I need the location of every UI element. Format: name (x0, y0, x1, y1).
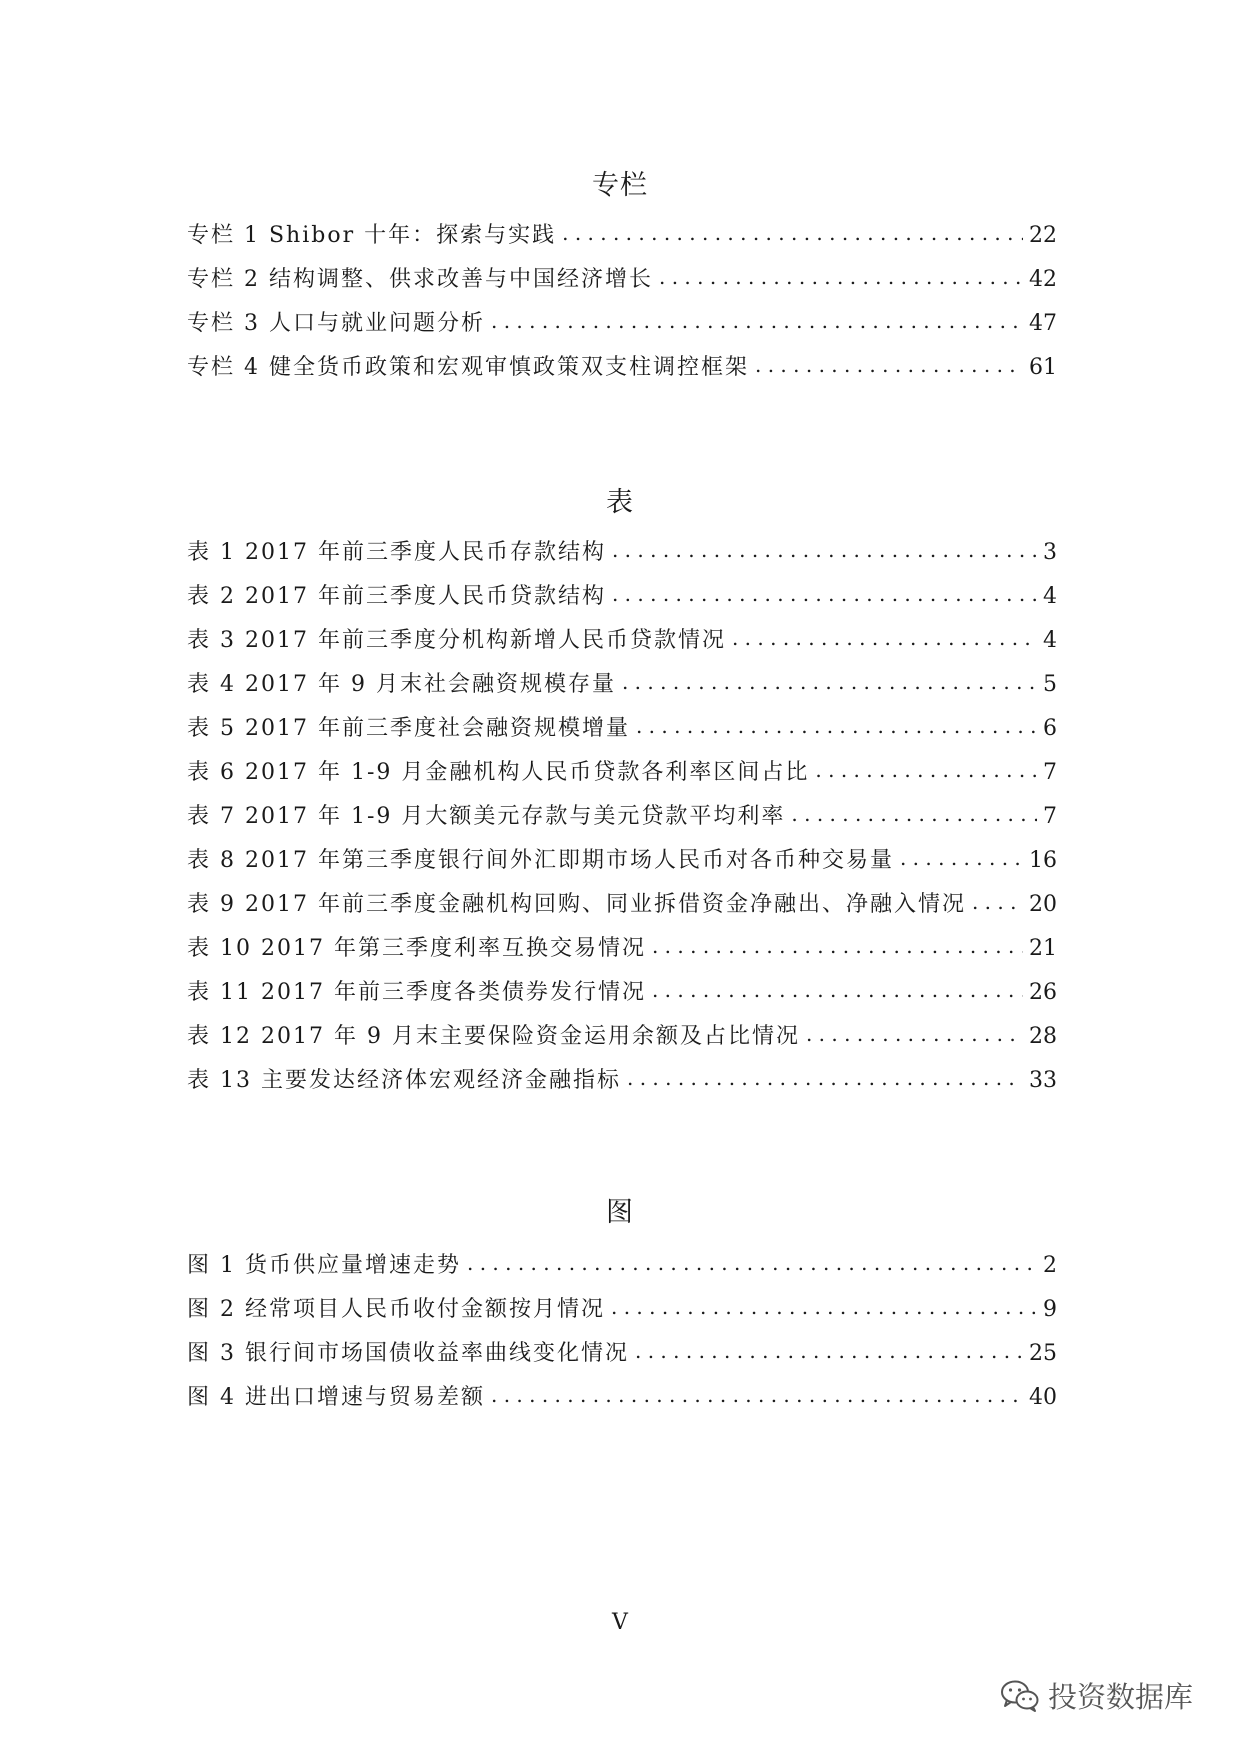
dot-leader (815, 758, 1037, 783)
dot-leader (659, 265, 1023, 290)
section-title-columns: 专栏 (592, 170, 648, 201)
toc-entry[interactable] (187, 1292, 1057, 1336)
toc-entry-label: 表 11 2017 年前三季度各类债券发行情况 (187, 980, 646, 1005)
dot-leader (791, 802, 1037, 827)
toc-entry-label: 专栏 4 健全货币政策和宏观审慎政策双支柱调控框架 (187, 355, 749, 380)
toc-entry-label: 图 2 经常项目人民币收付金额按月情况 (187, 1297, 605, 1322)
toc-entry-page: 3 (1043, 540, 1057, 565)
toc-entry-label: 表 2 2017 年前三季度人民币贷款结构 (187, 584, 606, 609)
toc-entry[interactable] (187, 1248, 1057, 1292)
toc-entry-label: 图 3 银行间市场国债收益率曲线变化情况 (187, 1341, 629, 1366)
toc-list-columns (187, 218, 1057, 394)
dot-leader (612, 582, 1037, 607)
toc-entry[interactable] (187, 623, 1057, 667)
toc-entry[interactable] (187, 218, 1057, 262)
toc-entry-page: 4 (1043, 584, 1057, 609)
toc-entry-page: 47 (1029, 311, 1057, 336)
toc-entry-page: 33 (1029, 1068, 1057, 1093)
toc-entry-page: 21 (1029, 936, 1057, 961)
toc-entry-page: 40 (1029, 1385, 1057, 1410)
dot-leader (652, 934, 1023, 959)
watermark-text: 投资数据库 (1048, 1680, 1194, 1714)
toc-entry[interactable] (187, 1019, 1057, 1063)
toc-entry-page: 4 (1043, 628, 1057, 653)
toc-entry-label: 表 9 2017 年前三季度金融机构回购、同业拆借资金净融出、净融入情况 (187, 892, 966, 917)
toc-entry-page: 5 (1043, 672, 1057, 697)
toc-entry-page: 2 (1043, 1253, 1057, 1278)
toc-entry-label: 表 8 2017 年第三季度银行间外汇即期市场人民币对各币种交易量 (187, 848, 894, 873)
dot-leader (467, 1251, 1037, 1276)
dot-leader (636, 714, 1037, 739)
toc-entry[interactable] (187, 535, 1057, 579)
toc-entry-label: 表 13 主要发达经济体宏观经济金融指标 (187, 1068, 621, 1093)
toc-entry-page: 28 (1029, 1024, 1057, 1049)
toc-entry-label: 表 1 2017 年前三季度人民币存款结构 (187, 540, 606, 565)
toc-entry-label: 表 5 2017 年前三季度社会融资规模增量 (187, 716, 630, 741)
toc-entry-label: 专栏 3 人口与就业问题分析 (187, 311, 485, 336)
dot-leader (562, 221, 1023, 246)
section-title-figures: 图 (606, 1197, 634, 1228)
toc-entry-label: 专栏 2 结构调整、供求改善与中国经济增长 (187, 267, 653, 292)
toc-entry-page: 42 (1029, 267, 1057, 292)
toc-entry-label: 表 12 2017 年 9 月末主要保险资金运用余额及占比情况 (187, 1024, 800, 1049)
toc-entry-page: 16 (1029, 848, 1057, 873)
dot-leader (612, 538, 1037, 563)
dot-leader (635, 1339, 1023, 1364)
toc-entry-label: 专栏 1 Shibor 十年：探索与实践 (187, 223, 557, 248)
toc-entry[interactable] (187, 262, 1057, 306)
dot-leader (491, 1383, 1023, 1408)
toc-entry-page: 9 (1043, 1297, 1057, 1322)
toc-entry-page: 22 (1029, 223, 1057, 248)
toc-list-tables (187, 535, 1057, 1107)
toc-entry[interactable] (187, 579, 1057, 623)
dot-leader (806, 1022, 1023, 1047)
toc-entry-label: 表 10 2017 年第三季度利率互换交易情况 (187, 936, 646, 961)
toc-entry-label: 图 1 货币供应量增速走势 (187, 1253, 461, 1278)
toc-entry-label: 表 4 2017 年 9 月末社会融资规模存量 (187, 672, 616, 697)
toc-entry[interactable] (187, 931, 1057, 975)
toc-entry-page: 61 (1029, 355, 1057, 380)
dot-leader (627, 1066, 1023, 1091)
dot-leader (611, 1295, 1037, 1320)
dot-leader (622, 670, 1037, 695)
toc-entry-page: 7 (1043, 760, 1057, 785)
dot-leader (900, 846, 1023, 871)
toc-entry-page: 20 (1029, 892, 1057, 917)
toc-entry[interactable] (187, 1380, 1057, 1424)
toc-entry-label: 图 4 进出口增速与贸易差额 (187, 1385, 485, 1410)
toc-entry[interactable] (187, 755, 1057, 799)
toc-entry[interactable] (187, 306, 1057, 350)
dot-leader (732, 626, 1037, 651)
toc-entry[interactable] (187, 843, 1057, 887)
section-title-tables: 表 (606, 487, 634, 518)
wechat-icon (1000, 1679, 1040, 1713)
dot-leader (652, 978, 1023, 1003)
watermark (1000, 1675, 1193, 1716)
dot-leader (491, 309, 1023, 334)
toc-entry[interactable] (187, 711, 1057, 755)
toc-list-figures (187, 1248, 1057, 1424)
toc-entry-page: 26 (1029, 980, 1057, 1005)
dot-leader (755, 353, 1023, 378)
toc-entry[interactable] (187, 799, 1057, 843)
toc-entry[interactable] (187, 350, 1057, 394)
toc-entry-page: 6 (1043, 716, 1057, 741)
toc-entry[interactable] (187, 887, 1057, 931)
toc-entry[interactable] (187, 667, 1057, 711)
toc-entry[interactable] (187, 1336, 1057, 1380)
toc-entry-label: 表 6 2017 年 1-9 月金融机构人民币贷款各利率区间占比 (187, 760, 810, 785)
page-number: V (612, 1610, 628, 1635)
toc-entry-label: 表 7 2017 年 1-9 月大额美元存款与美元贷款平均利率 (187, 804, 786, 829)
dot-leader (972, 890, 1023, 915)
toc-entry[interactable] (187, 975, 1057, 1019)
toc-entry-page: 7 (1043, 804, 1057, 829)
toc-entry-label: 表 3 2017 年前三季度分机构新增人民币贷款情况 (187, 628, 726, 653)
toc-entry-page: 25 (1029, 1341, 1057, 1366)
toc-entry[interactable] (187, 1063, 1057, 1107)
